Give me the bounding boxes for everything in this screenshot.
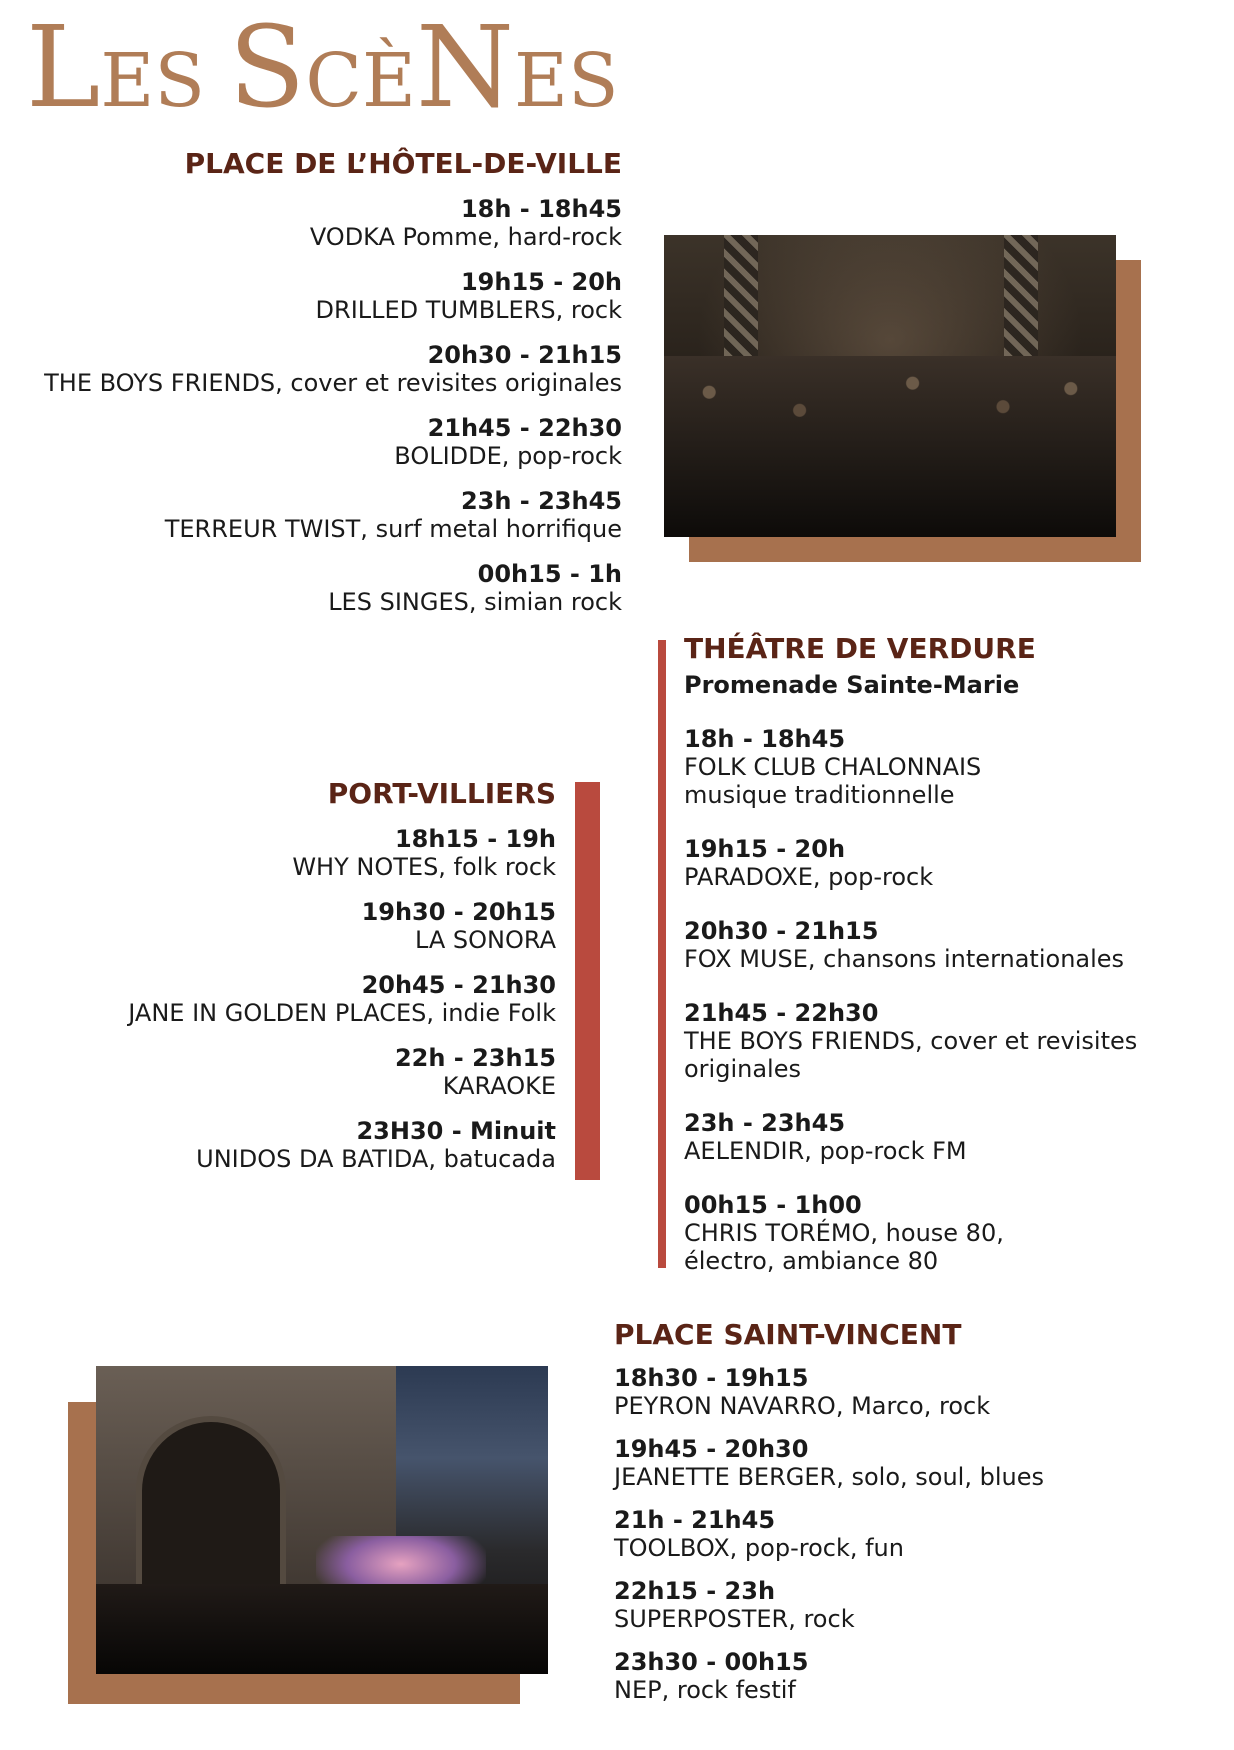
slot-time: 18h - 18h45: [460, 195, 622, 223]
slot-time: 18h15 - 19h: [394, 825, 556, 853]
schedule-slot: [684, 1109, 1204, 1165]
slot-time: 18h - 18h45: [684, 725, 846, 753]
slot-act: LES SINGES, simian rock: [328, 588, 622, 616]
slot-act: PARADOXE, pop-rock: [684, 863, 934, 891]
slot-time: 20h45 - 21h30: [361, 971, 556, 999]
schedule-slot: [0, 825, 556, 881]
slot-time: 23H30 - Minuit: [356, 1117, 556, 1145]
slot-time: 23h - 23h45: [684, 1109, 846, 1137]
schedule-slot: [2, 560, 622, 616]
schedule-slot: [614, 1435, 1174, 1491]
schedule-slot: [684, 1191, 1204, 1275]
slot-act: LA SONORA: [414, 926, 556, 954]
slot-time: 19h15 - 20h: [684, 835, 846, 863]
slot-act: JEANETTE BERGER, solo, soul, blues: [614, 1463, 1044, 1491]
slot-act: CHRIS TORÉMO, house 80, électro, ambiance 80: [684, 1219, 1004, 1275]
schedule-slot: [2, 341, 622, 397]
schedule-slot: [684, 725, 1204, 809]
schedule-slot: [614, 1577, 1174, 1633]
venue-subtitle: Promenade Sainte-Marie: [684, 671, 1020, 699]
slot-act: THE BOYS FRIENDS, cover et revisites originales: [44, 369, 622, 397]
slot-time: 18h30 - 19h15: [614, 1364, 809, 1392]
slot-time: 22h - 23h15: [394, 1044, 556, 1072]
schedule-slot: [2, 195, 622, 251]
schedule-slot: [2, 487, 622, 543]
accent-bar: [658, 640, 666, 1268]
slot-time: 23h - 23h45: [460, 487, 622, 515]
schedule-slot: [684, 835, 1204, 891]
page-title: LES SCÈNES: [26, 3, 619, 133]
slot-time: 20h30 - 21h15: [684, 917, 879, 945]
schedule-slot: [614, 1648, 1174, 1704]
slot-time: 21h45 - 22h30: [684, 999, 879, 1027]
slot-act: KARAOKE: [442, 1072, 556, 1100]
venue-hotel-de-ville: [2, 147, 622, 616]
slot-act: TOOLBOX, pop-rock, fun: [614, 1534, 904, 1562]
venue-title: PORT-VILLIERS: [327, 777, 556, 810]
slot-time: 20h30 - 21h15: [427, 341, 622, 369]
slot-act: AELENDIR, pop-rock FM: [684, 1137, 967, 1165]
schedule-slot: [0, 1044, 556, 1100]
slot-time: 23h30 - 00h15: [614, 1648, 809, 1676]
schedule-slot: [614, 1506, 1174, 1562]
schedule-slot: [684, 917, 1204, 973]
slot-time: 00h15 - 1h: [477, 560, 622, 588]
slot-act: WHY NOTES, folk rock: [292, 853, 556, 881]
slot-act: JANE IN GOLDEN PLACES, indie Folk: [128, 999, 556, 1027]
slot-act: NEP, rock festif: [614, 1676, 796, 1704]
schedule-slot: [0, 898, 556, 954]
slot-act: VODKA Pomme, hard-rock: [309, 223, 622, 251]
accent-bar: [575, 782, 600, 1180]
venue-title: THÉÂTRE DE VERDURE: [684, 632, 1036, 665]
slot-time: 19h45 - 20h30: [614, 1435, 809, 1463]
slot-time: 21h45 - 22h30: [427, 414, 622, 442]
slot-act: PEYRON NAVARRO, Marco, rock: [614, 1392, 991, 1420]
slot-time: 21h - 21h45: [614, 1506, 776, 1534]
slot-time: 19h15 - 20h: [460, 268, 622, 296]
slot-act: THE BOYS FRIENDS, cover et revisites originales: [684, 1027, 1138, 1083]
schedule-slot: [614, 1364, 1174, 1420]
schedule-slot: [0, 1117, 556, 1173]
slot-act: FOLK CLUB CHALONNAIS musique traditionnelle: [684, 753, 982, 809]
slot-time: 19h30 - 20h15: [361, 898, 556, 926]
slot-act: DRILLED TUMBLERS, rock: [315, 296, 622, 324]
slot-act: UNIDOS DA BATIDA, batucada: [196, 1145, 556, 1173]
schedule-slot: [2, 268, 622, 324]
slot-act: BOLIDDE, pop-rock: [394, 442, 622, 470]
concert-crowd-photo: [664, 235, 1116, 537]
schedule-slot: [0, 971, 556, 1027]
venue-title: PLACE SAINT-VINCENT: [614, 1318, 962, 1351]
schedule-slot: [684, 999, 1204, 1083]
venue-theatre-de-verdure: [684, 632, 1204, 1275]
church-concert-photo: [96, 1366, 548, 1674]
slot-act: SUPERPOSTER, rock: [614, 1605, 855, 1633]
venue-title: PLACE DE L’HÔTEL-DE-VILLE: [184, 147, 622, 180]
slot-act: FOX MUSE, chansons internationales: [684, 945, 1125, 973]
schedule-slot: [2, 414, 622, 470]
slot-time: 00h15 - 1h00: [684, 1191, 862, 1219]
slot-time: 22h15 - 23h: [614, 1577, 776, 1605]
venue-saint-vincent: [614, 1318, 1174, 1704]
slot-act: TERREUR TWIST, surf metal horrifique: [164, 515, 622, 543]
venue-port-villiers: [0, 777, 556, 1173]
